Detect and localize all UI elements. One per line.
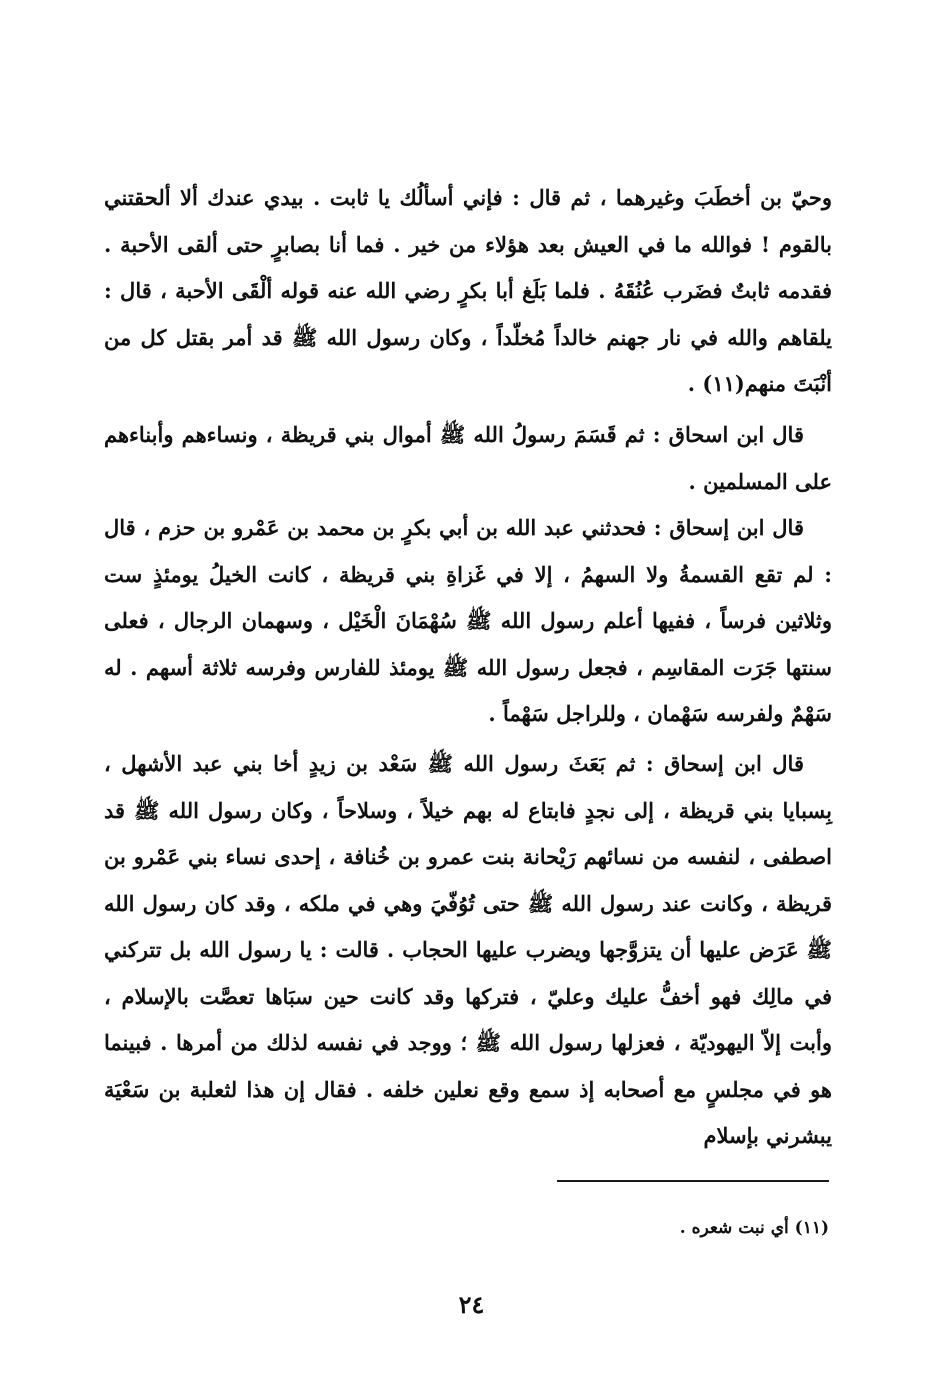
paragraph-3 [104,505,832,738]
paragraph-4-text: قال ابن إسحاق : ثم بَعَثَ رسول الله ﷺ سَعْد بن زيدٍ أخا بني عبد الأشهل ، بِسبايا بني قريظة ، إلى نجدٍ فابتاع له بهم خيلاً ، وسلاحاً ، وكان رسول الله ﷺ قد اصطفى ، لنفسه من نسائهم رَيْحانة بنت عمرو بن خُنافة ، إحدى نساء بني عَمْرو بن قريظة ، وكانت عند رسول الله ﷺ حتى تُوُفّيَ وهي في ملكه ، وقد كان رسول الله ﷺ عَرَض عليها أن يتزوَّجها ويضرب عليها الحجاب . قالت : يا رسول الله بل تتركني في مالِك فهو أخفُّ عليك وعليّ ، فتركها وقد كانت حين سبَاها تعصَّت بالإسلام ، وأبت إلاّ اليهوديّة ، فعزلها رسول الله ﷺ ؛ ووجد في نفسه لذلك من أمرها . فبينما هو في مجلسٍ مع أصحابه إذ سمع وقع نعلين خلفه . فقال إن هذا لثعلبة بن سَعْيَة يبشرني بإسلام [104,751,832,1148]
footnote-divider [557,1180,829,1182]
page-number: ٢٤ [458,1290,485,1319]
paragraph-1 [104,175,832,408]
paragraph-2 [104,412,832,505]
paragraph-2-text: قال ابن اسحاق : ثم قَسَمَ رسولُ الله ﷺ أموال بني قريظة ، ونساءهم وأبناءهم على المسلمين . [104,422,832,494]
paragraph-3-text: قال ابن إسحاق : فحدثني عبد الله بن أبي بكرٍ بن محمد بن عَمْرو بن حزم ، قال : لم تقع القسمةُ ولا السهمُ ، إلا في غَزاةِ بني قريظة ، كانت الخيلُ يومئذٍ ست وثلاثين فرساً ، ففيها أعلم رسول الله ﷺ سُهْمَانَ الْخَيْل ، وسهمان الرجال ، فعلى سنتها جَرَت المقاسِم ، فجعل رسول الله ﷺ يومئذ للفارس وفرسه ثلاثة أسهم . له سَهْمٌ ولفرسه سَهْمان ، وللراجل سَهْماً . [104,515,832,726]
paragraph-1-text: وحيّ بن أخطَبَ وغيرهما ، ثم قال : فإني أسألُك يا ثابت . بيدي عندك ألا ألحقتني بالقوم ! فوالله ما في العيش بعد هؤلاء من خير . فما أنا بصابرٍ حتى ألقى الأحبة . فقدمه ثابتٌ فضَرب عُنُقَهُ . فلما بَلَغ أبا بكرٍ رضي الله عنه قوله ألْقَى الأحبة ، قال : يلقاهم والله في نار جهنم خالداً مُخلّداً ، وكان رسول الله ﷺ قد أمر بقتل كل من أنْبَتَ منهم(١١) . [104,185,832,396]
footnote: (١١) أي نبت شعره . [679,1218,829,1238]
paragraph-4 [104,741,832,1160]
